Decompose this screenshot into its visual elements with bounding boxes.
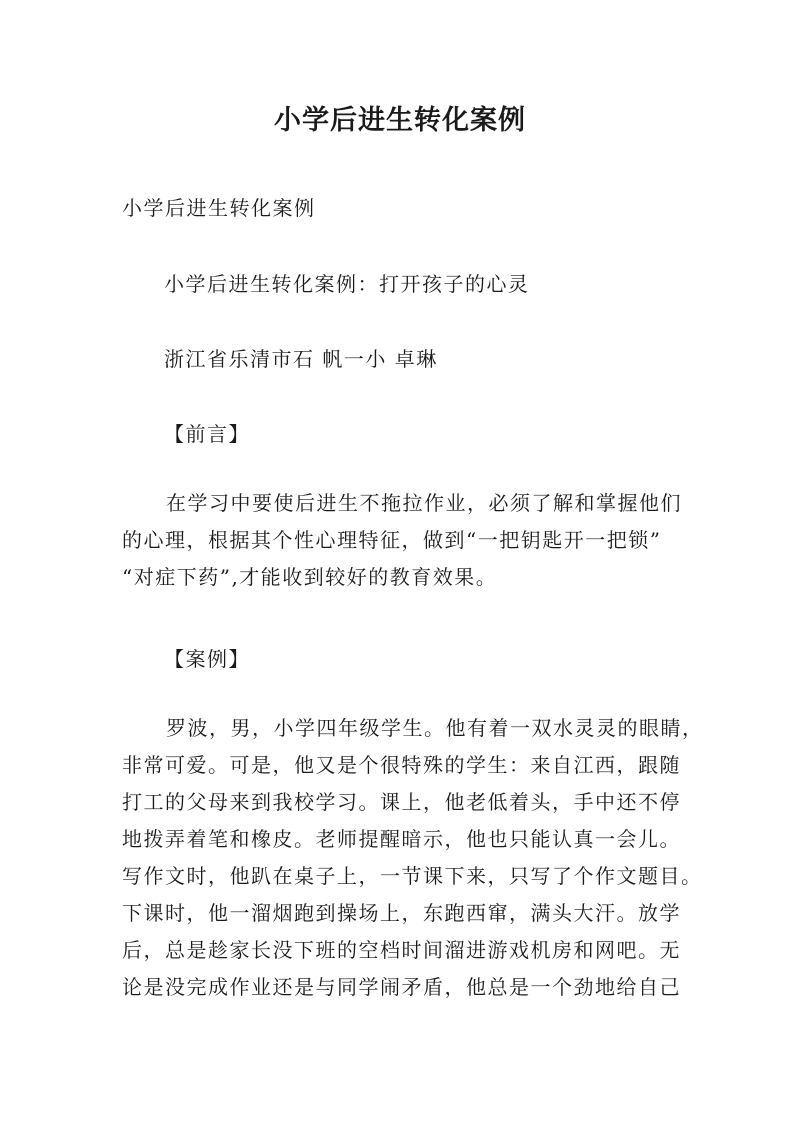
preface-line: 在学习中要使后进生不拖拉作业，必须了解和掌握他们 — [166, 491, 682, 515]
case-title: 小学后进生转化案例：打开孩子的心灵 — [164, 272, 530, 296]
case-line: 下课时，他一溜烟跑到操场上，东跑西窜，满头大汗。放学 — [122, 901, 681, 925]
document-title: 小学后进生转化案例 — [274, 105, 526, 136]
preface-heading: 【前言】 — [164, 422, 250, 446]
case-line: 地拨弄着笔和橡皮。老师提醒暗示，他也只能认真一会儿。 — [122, 827, 681, 851]
case-heading: 【案例】 — [164, 647, 250, 671]
case-line: 打工的父母来到我校学习。课上，他老低着头，手中还不停 — [122, 790, 681, 814]
case-line: 论是没完成作业还是与同学闹矛盾，他总是一个劲地给自己 — [122, 975, 681, 999]
preface-line: 的心理，根据其个性心理特征，做到“一把钥匙开一把锁” — [122, 528, 662, 552]
author-line: 浙江省乐清市石 帆一小 卓琳 — [164, 347, 438, 371]
case-line: 写作文时，他趴在桌子上，一节课下来，只写了个作文题目。 — [122, 864, 703, 888]
case-paragraph — [122, 710, 704, 1006]
preface-line: “对症下药”,才能收到较好的教育效果。 — [122, 565, 498, 589]
preface-paragraph — [122, 485, 688, 596]
case-line: 后，总是趁家长没下班的空档时间溜进游戏机房和网吧。无 — [122, 938, 681, 962]
case-line: 罗波，男，小学四年级学生。他有着一双水灵灵的眼睛， — [166, 716, 704, 740]
subtitle: 小学后进生转化案例 — [122, 196, 316, 220]
case-line: 非常可爱。可是，他又是个很特殊的学生：来自江西，跟随 — [122, 753, 681, 777]
